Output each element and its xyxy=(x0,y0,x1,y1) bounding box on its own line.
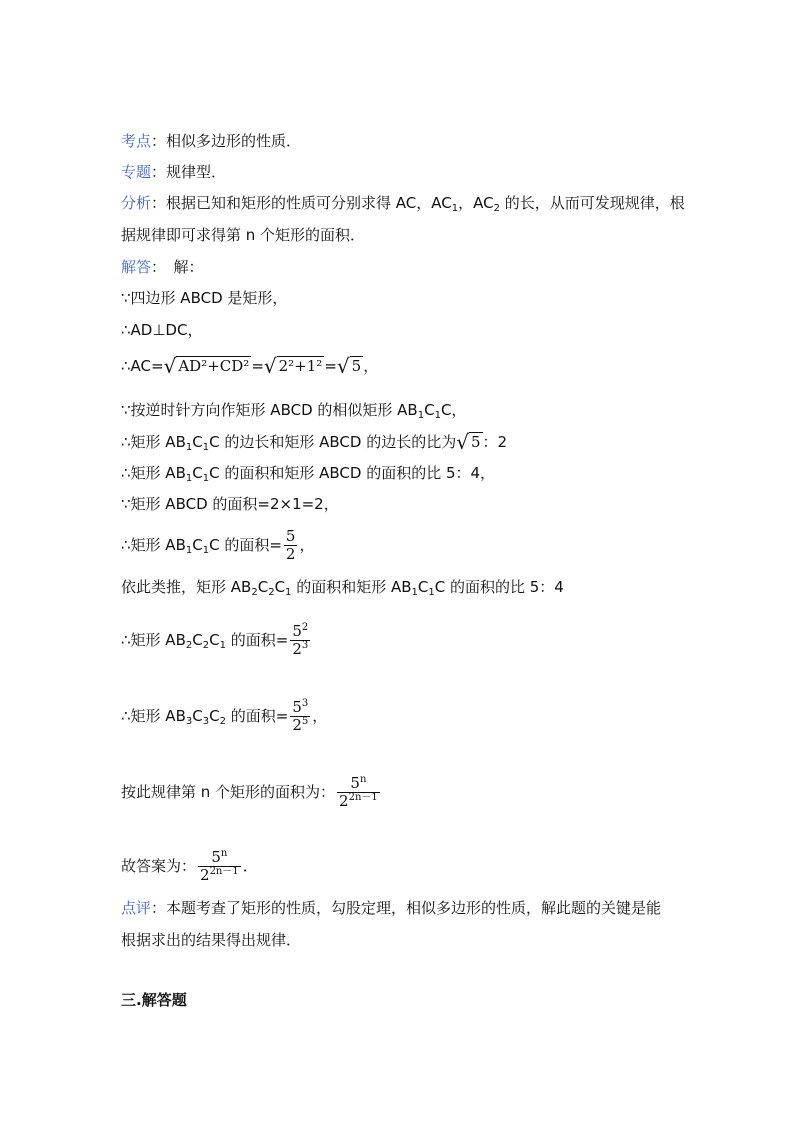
solution-text: ∴矩形 AB xyxy=(121,464,186,482)
zhuanti-text: ：规律型． xyxy=(151,163,227,181)
solution-text: C xyxy=(274,578,286,596)
solution-text: C 的面积的比 5：4 xyxy=(434,578,564,596)
radicand: 2²+1² xyxy=(278,357,323,375)
subscript: 3 xyxy=(185,716,193,727)
solution-text: ， xyxy=(363,357,379,375)
subscript: 1 xyxy=(185,473,193,484)
exponent: 2n－1 xyxy=(209,866,239,877)
fenxi-text: ，AC xyxy=(458,194,494,212)
solution-text: C xyxy=(257,578,269,596)
solution-text: ∴AC= xyxy=(121,357,164,375)
base: 5 xyxy=(292,698,302,716)
solution-text: ：2 xyxy=(482,433,508,451)
solution-text: ∴矩形 AB xyxy=(121,631,186,649)
solution-text: C xyxy=(192,631,203,649)
solution-text: C 的边长和矩形 ABCD 的边长的比为 xyxy=(209,433,457,451)
solution-line-8 xyxy=(121,528,314,563)
jieda-line xyxy=(121,257,204,277)
section-heading: 三.解答题 xyxy=(121,991,187,1009)
solution-text: 的面积= xyxy=(225,631,289,649)
fenxi-label: 分析 xyxy=(121,194,152,212)
solution-text: ∴AD⊥DC， xyxy=(121,321,203,339)
subscript: 1 xyxy=(285,587,292,598)
fraction-denominator xyxy=(290,717,310,734)
solution-text: C xyxy=(192,464,203,482)
radicand: AD²+CD² xyxy=(178,357,250,375)
exponent: 3 xyxy=(301,698,309,709)
solution-text: 的面积= xyxy=(225,707,289,725)
subscript: 2 xyxy=(219,716,226,727)
base: 2 xyxy=(200,866,210,884)
base: 5 xyxy=(292,622,302,640)
solution-text: = xyxy=(251,357,264,375)
solution-text: C xyxy=(417,578,429,596)
fraction xyxy=(290,623,310,658)
fraction-numerator: 5 xyxy=(285,527,296,545)
subscript: 1 xyxy=(185,545,193,556)
subscript: 1 xyxy=(434,410,441,421)
square-root: √ 5 xyxy=(336,354,362,378)
exponent: 2n－1 xyxy=(348,792,378,803)
solution-text: ∴矩形 AB xyxy=(121,536,186,554)
kaodian-text: ：相似多边形的性质． xyxy=(151,132,302,150)
dianping-line-1 xyxy=(121,898,661,918)
solution-text: ∴矩形 AB xyxy=(121,707,186,725)
zhuanti-label: 专题 xyxy=(121,163,152,181)
fraction-numerator xyxy=(198,849,241,867)
subscript: 2 xyxy=(251,587,258,598)
solution-line-3 xyxy=(121,356,378,376)
subscript: 2 xyxy=(202,640,210,651)
solution-line-12 xyxy=(121,775,382,810)
exponent: 3 xyxy=(301,640,309,651)
solution-text: ∵四边形 ABCD 是矩形， xyxy=(121,289,288,307)
solution-line-4 xyxy=(121,400,466,420)
fenxi-text: 的长，从而可发现规律，根 xyxy=(499,194,685,212)
answer-line xyxy=(121,849,258,884)
fraction xyxy=(337,775,380,810)
square-root: √ 2²+1² xyxy=(263,354,323,378)
solution-line-1 xyxy=(121,288,287,308)
base: 2 xyxy=(292,716,302,734)
jieda-text: ： 解： xyxy=(151,258,204,276)
subscript: 2 xyxy=(493,203,500,214)
fraction-denominator xyxy=(198,867,241,884)
solution-text: ， xyxy=(312,707,328,725)
base: 5 xyxy=(350,774,360,792)
subscript: 1 xyxy=(219,640,226,651)
solution-text: ， xyxy=(299,536,315,554)
solution-text: C 的面积= xyxy=(209,536,282,554)
solution-text: 按此规律第 n 个矩形的面积为： xyxy=(121,783,336,801)
subscript: 2 xyxy=(185,640,193,651)
solution-line-11 xyxy=(121,699,327,734)
subscript: 1 xyxy=(451,203,459,214)
solution-text: C xyxy=(192,433,203,451)
fraction-numerator xyxy=(337,775,380,793)
fenxi-text: ：根据已知和矩形的性质可分别求得 AC，AC xyxy=(151,194,452,212)
kaodian-label: 考点 xyxy=(121,132,152,150)
subscript: 1 xyxy=(417,410,425,421)
solution-line-5 xyxy=(121,432,507,452)
radicand: 5 xyxy=(351,357,362,375)
exponent: 2 xyxy=(301,622,309,633)
fenxi-line-1 xyxy=(121,193,685,213)
solution-text: C xyxy=(192,536,203,554)
subscript: 1 xyxy=(202,545,210,556)
square-root: √ 5 xyxy=(456,430,481,454)
subscript: 1 xyxy=(411,587,418,598)
solution-text: C xyxy=(209,631,220,649)
subscript: 2 xyxy=(268,587,275,598)
exponent: 5 xyxy=(301,716,309,727)
zhuanti-line xyxy=(121,162,226,182)
dianping-text: 根据求出的结果得出规律． xyxy=(121,931,302,949)
exponent: n xyxy=(359,774,367,785)
solution-text: C xyxy=(209,707,220,725)
base: 5 xyxy=(211,848,221,866)
solution-text: C 的面积和矩形 ABCD 的面积的比 5：4， xyxy=(209,464,496,482)
subscript: 1 xyxy=(185,442,193,453)
subscript: 1 xyxy=(202,442,210,453)
subscript: 1 xyxy=(202,473,210,484)
solution-text: C， xyxy=(440,401,467,419)
solution-line-9 xyxy=(121,577,564,597)
subscript: 1 xyxy=(428,587,435,598)
radicand: 5 xyxy=(470,433,481,451)
fraction-denominator xyxy=(290,641,310,658)
dianping-line-2 xyxy=(121,930,301,950)
solution-text: C xyxy=(424,401,435,419)
solution-line-10 xyxy=(121,623,312,658)
fenxi-text: 据规律即可求得第 n 个矩形的面积． xyxy=(121,226,366,244)
fenxi-line-2 xyxy=(121,225,365,245)
jieda-label: 解答 xyxy=(121,258,152,276)
exponent: n xyxy=(220,848,228,859)
solution-text: ． xyxy=(242,857,258,875)
kaodian-line xyxy=(121,131,301,151)
fraction xyxy=(198,849,241,884)
fraction-numerator xyxy=(290,623,310,641)
solution-text: 依此类推，矩形 AB xyxy=(121,578,252,596)
solution-text: ∵按逆时针方向作矩形 ABCD 的相似矩形 AB xyxy=(121,401,418,419)
fraction xyxy=(284,528,298,563)
fraction xyxy=(290,699,310,734)
base: 2 xyxy=(339,792,349,810)
solution-text: ∵矩形 ABCD 的面积=2×1=2， xyxy=(121,495,339,513)
subscript: 3 xyxy=(202,716,210,727)
solution-line-2 xyxy=(121,320,202,340)
dianping-label: 点评 xyxy=(121,899,152,917)
solution-text: ∴矩形 AB xyxy=(121,433,186,451)
solution-line-7 xyxy=(121,494,339,514)
fraction-denominator: 2 xyxy=(285,545,296,563)
fraction-numerator xyxy=(290,699,310,717)
square-root: √ AD²+CD² xyxy=(163,354,250,378)
solution-line-6 xyxy=(121,463,495,483)
solution-text: 的面积和矩形 AB xyxy=(291,578,412,596)
fraction-denominator xyxy=(337,793,380,810)
solution-text: 故答案为： xyxy=(121,857,197,875)
base: 2 xyxy=(292,640,302,658)
dianping-text: ：本题考查了矩形的性质，勾股定理，相似多边形的性质，解此题的关键是能 xyxy=(151,899,662,917)
solution-text: C xyxy=(192,707,203,725)
solution-text: = xyxy=(324,357,337,375)
